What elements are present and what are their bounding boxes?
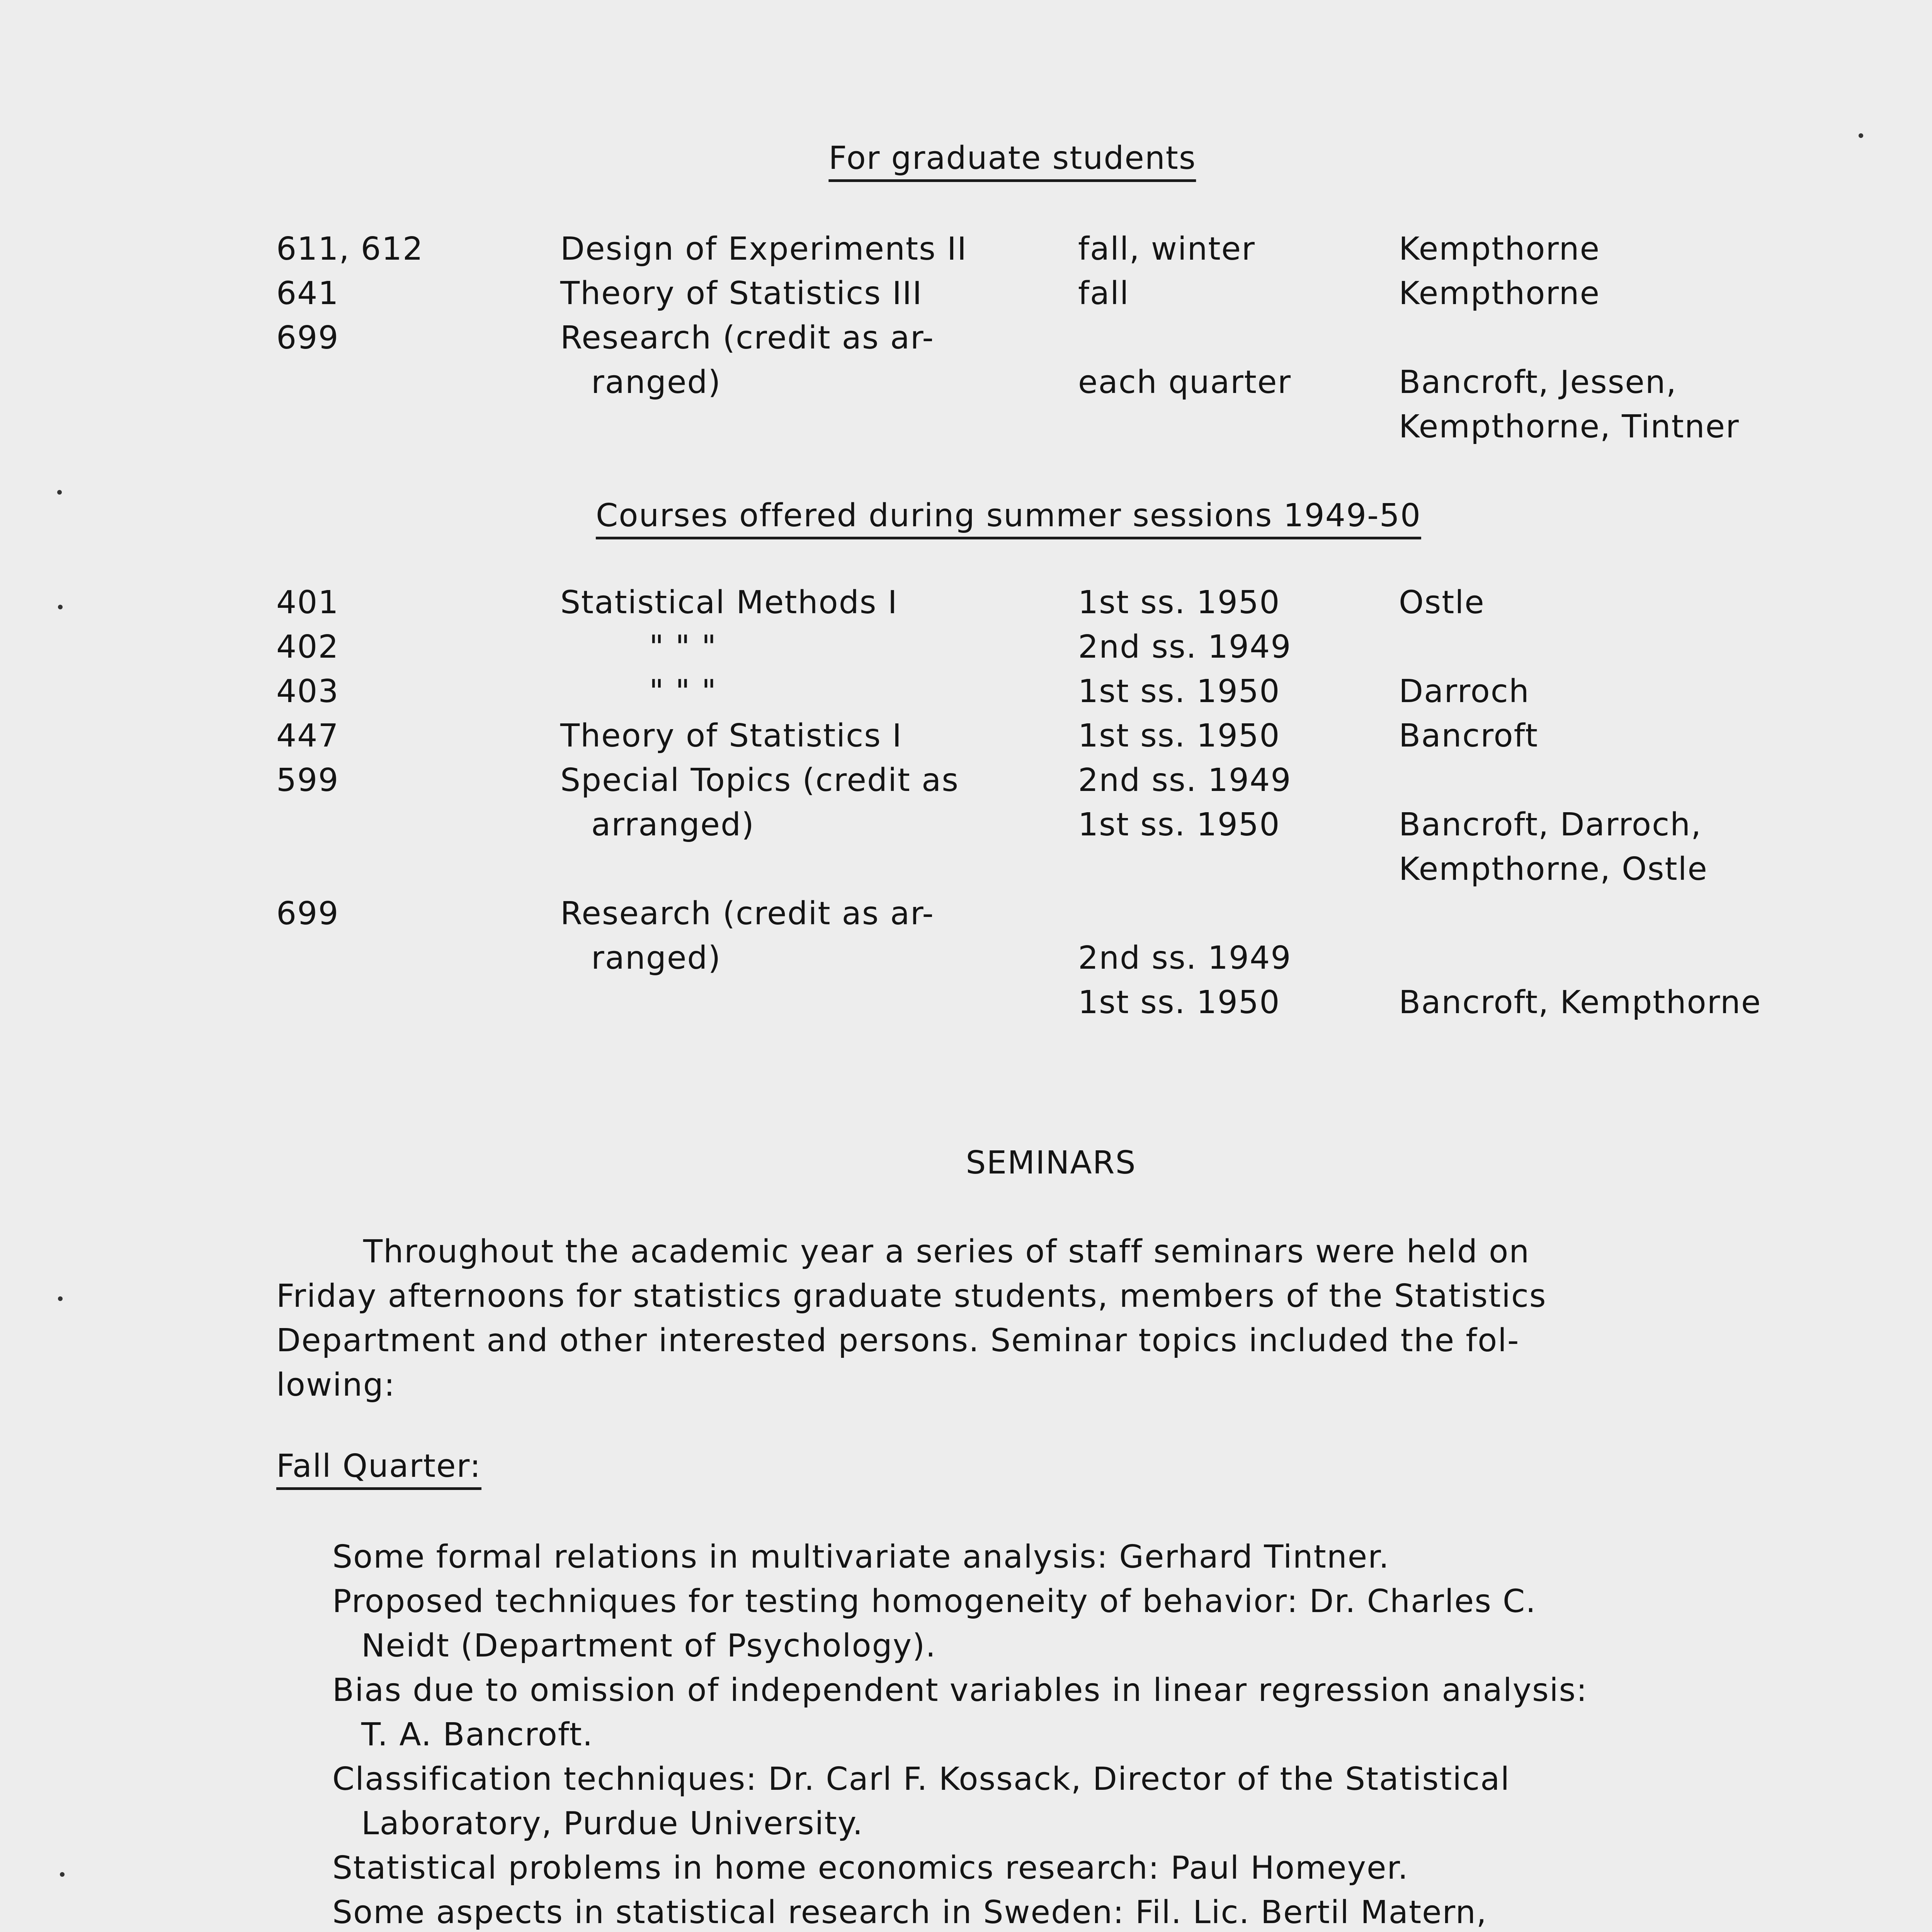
seminar-item: Bias due to omission of independent variables in linear regression analysis: (332, 1672, 1588, 1709)
fall-quarter-heading: Fall Quarter: (276, 1447, 481, 1490)
course-instructor: Kempthorne (1399, 275, 1600, 312)
course-instructor: Bancroft, Kempthorne (1399, 984, 1762, 1021)
course-instructor: Darroch (1399, 673, 1530, 710)
graduate-heading: For graduate students (828, 139, 1196, 182)
scan-speck (58, 605, 63, 609)
scan-speck (58, 1296, 63, 1301)
course-title: Special Topics (credit as (560, 762, 959, 799)
seminars-heading: SEMINARS (966, 1145, 1136, 1181)
scan-speck (60, 1872, 65, 1877)
seminars-intro-line: lowing: (276, 1367, 396, 1403)
course-instructor: Bancroft, Darroch, (1399, 806, 1702, 843)
course-number: 699 (276, 320, 339, 356)
course-instructor: Kempthorne (1399, 231, 1600, 267)
seminar-item: Proposed techniques for testing homogeneity of behavior: Dr. Charles C. (332, 1583, 1537, 1620)
course-term: 1st ss. 1950 (1078, 984, 1281, 1021)
seminar-item: Some formal relations in multivariate analysis: Gerhard Tintner. (332, 1539, 1390, 1575)
seminars-intro-line: Friday afternoons for statistics graduate students, members of the Statistics (276, 1278, 1547, 1315)
course-term: fall, winter (1078, 231, 1255, 267)
course-number: 611, 612 (276, 231, 424, 267)
course-number: 447 (276, 718, 339, 754)
course-number: 401 (276, 584, 339, 621)
course-title: Design of Experiments II (560, 231, 968, 267)
course-term: 2nd ss. 1949 (1078, 629, 1292, 665)
course-title-cont: arranged) (591, 806, 755, 843)
course-term: 1st ss. 1950 (1078, 718, 1281, 754)
course-term: 1st ss. 1950 (1078, 806, 1281, 843)
course-instructor-cont: Kempthorne, Ostle (1399, 851, 1708, 888)
course-title: Research (credit as ar- (560, 895, 935, 932)
scan-speck (57, 490, 62, 495)
course-title: Theory of Statistics I (560, 718, 903, 754)
seminar-item-cont: Laboratory, Purdue University. (361, 1805, 864, 1842)
seminar-item: Statistical problems in home economics research: Paul Homeyer. (332, 1850, 1409, 1886)
course-number: 641 (276, 275, 339, 312)
course-title-cont: ranged) (591, 940, 721, 976)
course-title: Statistical Methods I (560, 584, 898, 621)
course-term: 1st ss. 1950 (1078, 673, 1281, 710)
seminar-item: Some aspects in statistical research in Sweden: Fil. Lic. Bertil Matern, (332, 1894, 1487, 1931)
course-instructor-cont: Kempthorne, Tintner (1399, 408, 1740, 445)
seminars-intro-line: Throughout the academic year a series of staff seminars were held on (363, 1233, 1530, 1270)
course-title: Theory of Statistics III (560, 275, 923, 312)
course-term: 1st ss. 1950 (1078, 584, 1281, 621)
course-number: 402 (276, 629, 339, 665)
course-term: each quarter (1078, 364, 1292, 401)
scan-speck (1859, 133, 1863, 138)
course-term: fall (1078, 275, 1129, 312)
course-instructor: Ostle (1399, 584, 1485, 621)
seminar-item: Classification techniques: Dr. Carl F. Kossack, Director of the Statistical (332, 1761, 1510, 1798)
course-title-ditto: " " " (649, 629, 717, 665)
course-number: 403 (276, 673, 339, 710)
course-number: 599 (276, 762, 339, 799)
seminar-item-cont: T. A. Bancroft. (361, 1716, 594, 1753)
course-title: Research (credit as ar- (560, 320, 935, 356)
seminars-intro-line: Department and other interested persons. Seminar topics included the fol- (276, 1322, 1520, 1359)
seminar-item-cont: Neidt (Department of Psychology). (361, 1628, 937, 1664)
course-term: 2nd ss. 1949 (1078, 940, 1292, 976)
course-number: 699 (276, 895, 339, 932)
course-title-cont: ranged) (591, 364, 721, 401)
course-instructor: Bancroft, Jessen, (1399, 364, 1677, 401)
course-term: 2nd ss. 1949 (1078, 762, 1292, 799)
summer-heading: Courses offered during summer sessions 1949-50 (596, 497, 1421, 539)
course-instructor: Bancroft (1399, 718, 1539, 754)
course-title-ditto: " " " (649, 673, 717, 710)
